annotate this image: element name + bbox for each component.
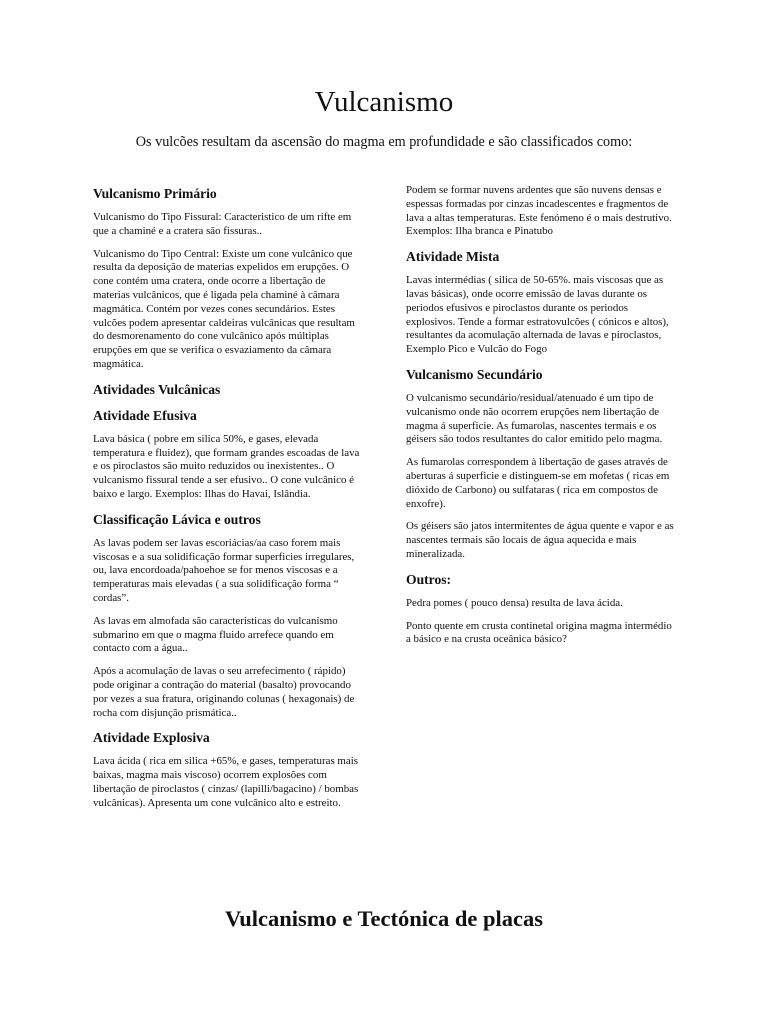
page-title: Vulcanismo (314, 86, 454, 118)
heading-atividades-vulcanicas: Atividades Vulcânicas (93, 381, 221, 397)
heading-outros: Outros: (406, 571, 452, 587)
paragraph: Vulcanismo do Tipo Fissural: Caracteristico de um rifte em que a chaminé e a cratera são fissuras.. (93, 211, 352, 237)
heading-atividade-efusiva: Atividade Efusiva (93, 407, 197, 423)
paragraph: As lavas podem ser lavas escoriácias/aa caso forem mais viscosas e a sua solidificação formar superficies irregulares, ou, lava encordoada/pahoehoe se for menos viscosas e a temperaturas mais elevadas ( a sua solidificação forma “ cordas”. (93, 536, 355, 604)
paragraph: Lava básica ( pobre em silica 50%, e gases, elevada temperatura e fluidez), que formam grandes escoadas de lava e os piroclastos são muito reduzidos ou inexistentes.. O vulcanismo fissural tende a ser efusivo.. O cone vulcânico é baixo e largo. Exemplos: Ilhas do Havai, Islândia. (93, 432, 360, 500)
paragraph: As fumarolas correspondem à libertação de gases através de aberturas á superficie e distinguem-se em mofetas ( ricas em dióxido de Carbono) ou sulfataras ( rica em compostos de enxofre). (406, 456, 670, 510)
paragraph: Pedra pomes ( pouco densa) resulta de lava ácida. (406, 596, 623, 609)
paragraph: Os géisers são jatos intermitentes de água quente e vapor e as nascentes termais são locais de água aquecida e mais mineralizada. (406, 520, 674, 560)
paragraph: Após a acomulação de lavas o seu arrefecimento ( rápido) pode originar a contração do material (basalto) provocando por vezes a sua fratura, originando colunas ( hexagonais) de rocha com disjunção prismática.. (93, 665, 355, 719)
left-column (93, 185, 363, 820)
right-column (406, 184, 676, 656)
heading-vulcanismo-primario: Vulcanismo Primário (93, 186, 217, 201)
intro-text: Os vulcões resultam da ascensão do magma em profundidade e são classificados como: (135, 134, 633, 150)
heading-atividade-mista: Atividade Mista (406, 249, 500, 265)
heading-classificacao-lavica: Classificação Lávica e outros (93, 511, 261, 527)
paragraph: Podem se formar nuvens ardentes que são nuvens densas e espessas formadas por cinzas incadescentes e fragmentos de lava a altas temperaturas. Este fenómeno é o mais destrutivo. Exemplos: Ilha branca e Pinatubo (406, 184, 672, 238)
heading-vulcanismo-secundario: Vulcanismo Secundário (406, 366, 543, 382)
section-title: Vulcanismo e Tectónica de placas (225, 906, 543, 931)
paragraph: Lava ácida ( rica em silica +65%, e gases, temperaturas mais baixas, magma mais viscoso) ocorrem explosões com libertação de piroclastos ( cinzas/ (lapilli/bagacino) / bombas vulcânicas). Apresenta um cone vulcânico alto e estreito. (93, 755, 359, 809)
paragraph: Lavas intermédias ( silica de 50-65%. mais viscosas que as lavas básicas), onde ocorre emissão de lavas durante os periodos efusivos e piroclastos durante os periodos explosivos. Tende a formar estratovulcões ( cónicos e altos), resultantes da acomulação alternada de lavas e piroclastos, Exemplo Pico e Vulcão do Fogo (406, 274, 669, 356)
paragraph: O vulcanismo secundário/residual/atenuado é um tipo de vulcanismo onde não ocorrem erupções nem libertação de magma á superficie. As fumarolas, nascentes termais e os géisers são todos resultantes do calor emitido pelo magma. (406, 391, 663, 446)
paragraph: As lavas em almofada são caracteristicas do vulcanismo submarino em que o magma fluido arrefece quando em contacto com a água.. (93, 614, 338, 655)
paragraph: Vulcanismo do Tipo Central: Existe um cone vulcânico que resulta da deposição de materias expelidos em erupções. O cone contém uma cratera, onde ocorre a libertação de materias vulcânicos, que é ligada pela chaminé à câmara magmática. Contém por vezes cones secundários. Estes vulcões podem apresentar caldeiras vulcânicas que resultam do desmorenamento do cone vulcânico após múltiplas erupções em que se verifica o esvaziamento da câmara magmática. (93, 247, 355, 370)
heading-atividade-explosiva: Atividade Explosiva (93, 730, 210, 746)
paragraph: Ponto quente em crusta continetal origina magma intermédio a básico e na crusta oceânica básico? (406, 619, 672, 646)
